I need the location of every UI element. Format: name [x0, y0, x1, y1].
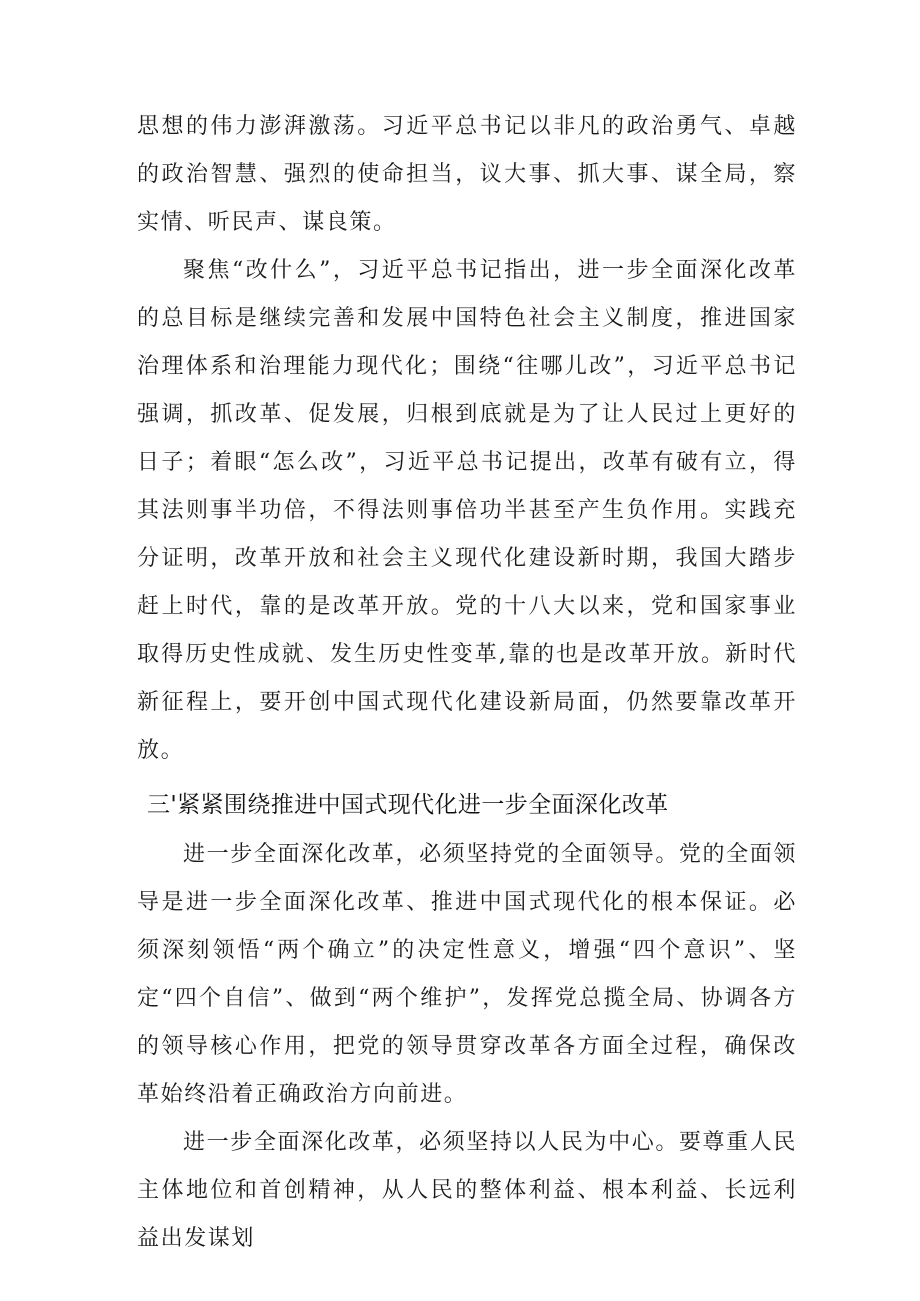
paragraph-continuation: 思想的伟力澎湃激荡。习近平总书记以非凡的政治勇气、卓越的政治智慧、强烈的使命担当，议大事、抓大事、谋全局，察实情、听民声、谋良策。	[137, 114, 797, 235]
paragraph-party-leadership: 进一步全面深化改革，必须坚持党的全面领导。党的全面领导是进一步全面深化改革、推进中国式现代化的根本保证。必须深刻领悟“两个确立”的决定性意义，增强“四个意识”、坚定“四个自信”、做到“两个维护”，发挥党总揽全局、协调各方的领导核心作用，把党的领导贯穿改革各方面全过程，确保改革始终沿着正确政治方向前进。	[137, 842, 797, 1107]
paragraph-reform-goals: 聚焦“改什么”，习近平总书记指出，进一步全面深化改革的总目标是继续完善和发展中国特色社会主义制度，推进国家治理体系和治理能力现代化；围绕“往哪儿改”，习近平总书记强调，抓改革、促发展，归根到底就是为了让人民过上更好的日子；着眼“怎么改”，习近平总书记提出，改革有破有立，得其法则事半功倍，不得法则事倍功半甚至产生负作用。实践充分证明，改革开放和社会主义现代化建设新时期，我国大踏步赶上时代，靠的是改革开放。党的十八大以来，党和国家事业取得历史性成就、发生历史性变革,靠的也是改革开放。新时代新征程上，要开创中国式现代化建设新局面，仍然要靠改革开放。	[137, 258, 797, 763]
paragraph-people-centered: 进一步全面深化改革，必须坚持以人民为中心。要尊重人民主体地位和首创精神，从人民的整体利益、根本利益、长远利益出发谋划	[137, 1130, 797, 1251]
document-body	[137, 103, 797, 1263]
section-heading: 三'紧紧围绕推进中国式现代化进一步全面深化改革	[147, 792, 669, 818]
